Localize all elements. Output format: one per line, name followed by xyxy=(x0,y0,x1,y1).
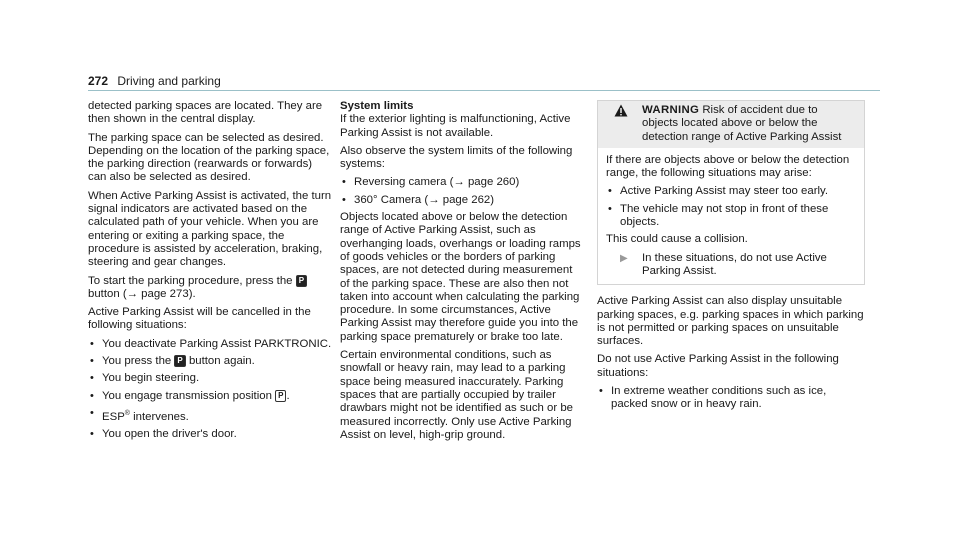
paragraph: The parking space can be selected as desired. Depending on the location of the parking space, the parking direction (rearwards or forwards) can also be selected as desired. xyxy=(88,131,330,184)
action-instruction: ▶ In these situations, do not use Active Parking Assist. xyxy=(620,251,827,277)
list-item: • You begin steering. xyxy=(88,372,333,385)
list-item: • You engage transmission position P . xyxy=(88,390,333,403)
paragraph: This could cause a collision. xyxy=(606,233,748,246)
paragraph: Do not use Active Parking Assist in the following situations: xyxy=(597,353,839,379)
paragraph: Active Parking Assist can also display unsuitable parking spaces, e.g. parking spaces in which parking is not permitted or parking spaces on unsuitable surfaces. xyxy=(597,295,864,348)
warning-header xyxy=(598,101,864,148)
situations-list xyxy=(597,385,865,412)
paragraph: Objects located above or below the detection range of Active Parking Assist, such as overhanging loads, overhangs or loading ramps of goods vehicles or the borders of parking spaces, are not detected during measurement of the parking space. These are also then not taken into account when calculating the parking procedure. In some circumstances, Active Parking Assist may therefore guide you into the parking space prematurely or brake too late. xyxy=(340,211,581,343)
header-rule xyxy=(88,90,880,91)
action-arrow-icon: ▶ xyxy=(620,252,628,264)
list-item: • Active Parking Assist may steer too early. xyxy=(606,185,856,198)
paragraph: When Active Parking Assist is activated, the turn signal indicators are activated based on the calculated path of your vehicle. When you are entering or exiting a parking space, the procedure is assisted by acceleration, braking, steering and gear changes. xyxy=(88,189,332,269)
column-middle xyxy=(340,100,585,447)
paragraph: If the exterior lighting is malfunctioning, Active Parking Assist is not available. xyxy=(340,113,571,139)
paragraph: Also observe the system limits of the following systems: xyxy=(340,144,573,171)
column-left xyxy=(88,100,333,445)
cancel-list xyxy=(88,338,333,442)
warning-list xyxy=(606,185,856,229)
list-item: • You deactivate Parking Assist PARKTRONIC. xyxy=(88,338,333,351)
list-item: • ESP® intervenes. xyxy=(88,407,333,424)
paragraph: To start the parking procedure, press the P button (→ page 273). xyxy=(88,275,333,302)
list-item: • 360° Camera (→ page 262) xyxy=(340,194,585,207)
paragraph: Active Parking Assist will be cancelled in the following situations: xyxy=(88,306,311,332)
list-item: • You open the driver's door. xyxy=(88,428,333,441)
paragraph: detected parking spaces are located. They are then shown in the central display. xyxy=(88,100,323,126)
warning-body xyxy=(598,148,864,284)
paragraph: If there are objects above or below the detection range, the following situations may arise: xyxy=(606,153,850,180)
systems-list xyxy=(340,176,585,207)
list-item: • The vehicle may not stop in front of these objects. xyxy=(606,203,856,230)
section-title: Driving and parking xyxy=(117,74,221,88)
section-heading: System limits xyxy=(340,100,414,112)
parking-assist-icon: P xyxy=(174,355,185,367)
warning-triangle-icon xyxy=(614,104,628,117)
page-number: 272 xyxy=(88,74,109,88)
parking-assist-icon: P xyxy=(296,275,307,287)
page-header xyxy=(88,74,221,88)
gear-position-p-icon: P xyxy=(275,390,286,402)
paragraph: Certain environmental conditions, such as snowfall or heavy rain, may lead to a parking space being measured inaccurately. Parking spaces that are partially occupied by trailer drawbars might not be identified as such or be measured incorrectly. Only use Active Parking Assist on level, high-grip ground. xyxy=(340,349,574,441)
list-item: • In extreme weather conditions such as ice, packed snow or in heavy rain. xyxy=(597,385,865,412)
warning-box xyxy=(597,100,865,285)
list-item: • Reversing camera (→ page 260) xyxy=(340,176,585,189)
column-right xyxy=(597,100,865,416)
warning-label: WARNING xyxy=(642,104,700,116)
warning-title: Risk of accident due to objects located above or below the detection range of Active Parking Assist xyxy=(642,104,842,143)
list-item: • You press the P button again. xyxy=(88,355,333,368)
